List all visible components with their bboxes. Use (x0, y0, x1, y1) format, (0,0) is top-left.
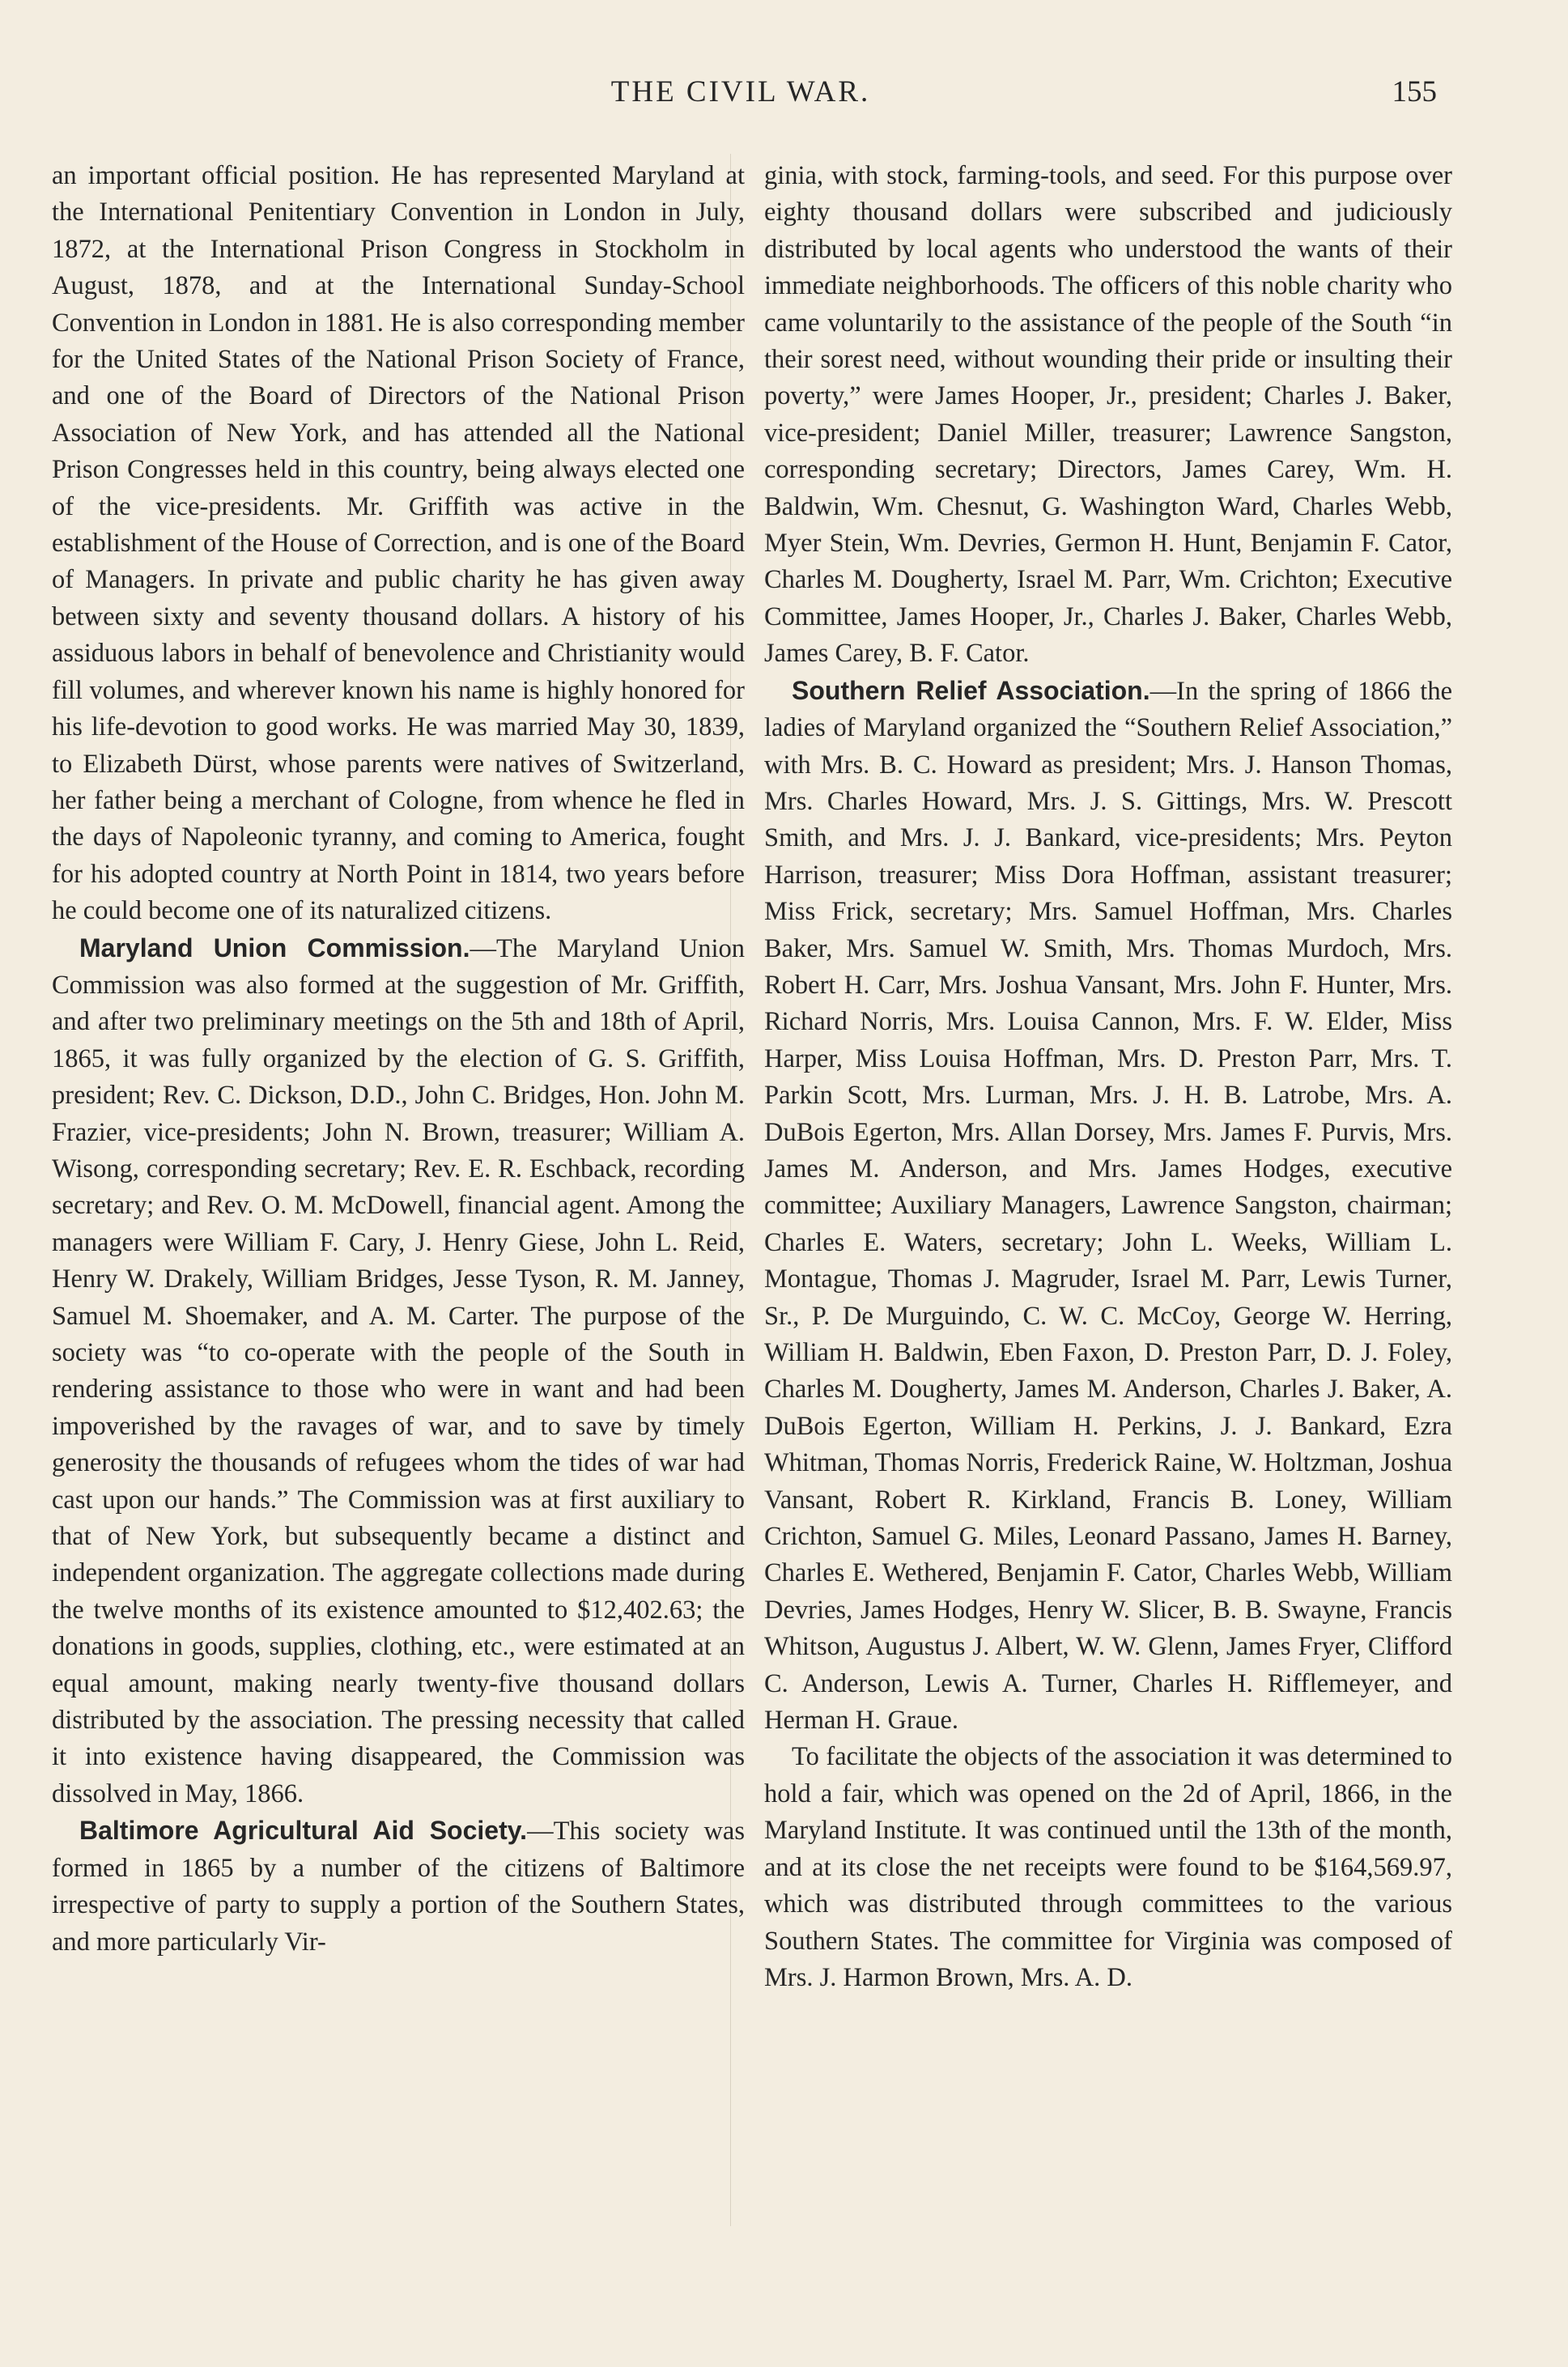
running-title: THE CIVIL WAR. (610, 75, 871, 108)
section-heading-southern-relief-association: Southern Relief Association. (792, 675, 1150, 705)
running-head (45, 74, 1437, 123)
left-column (52, 158, 745, 1961)
paragraph-text: —This society was formed in 1865 by a number of the citizens of Baltimore irrespective of party to supply a portion of the Southern States, and more particularly Vir- (52, 1817, 745, 1957)
section-heading-maryland-union-commission: Maryland Union Commission. (79, 933, 470, 963)
section-heading-baltimore-agricultural-aid: Baltimore Agricultural Aid Society. (79, 1816, 528, 1846)
right-column (764, 158, 1452, 1996)
paragraph-text: —In the spring of 1866 the ladies of Maryland organized the “Southern Relief Association,” with Mrs. B. C. Howard as president; Mrs. J. Hanson Thomas, Mrs. Charles Howard, Mrs. J. S. Gittings, Mrs. W. Prescott Smith, and Mrs. J. J. Bankard, vice-presidents; Mrs. Peyton Harrison, treasurer; Miss Dora Hoffman, assistant treasurer; Miss Frick, secretary; Mrs. Samuel Hoffman, Mrs. Charles Baker, Mrs. Samuel W. Smith, Mrs. Thomas Murdoch, Mrs. Robert H. Carr, Mrs. Joshua Vansant, Mrs. John F. Hunter, Mrs. Richard Norris, Mrs. Louisa Cannon, Mrs. F. W. Elder, Miss Harper, Miss Louisa Hoffman, Mrs. D. Preston Parr, Mrs. T. Parkin Scott, Mrs. Lurman, Mrs. J. H. B. Latrobe, Mrs. A. DuBois Egerton, Mrs. Allan Dorsey, Mrs. James F. Purvis, Mrs. James M. Anderson, and Mrs. James Hodges, executive committee; Auxiliary Managers, Lawrence Sangston, chairman; Charles E. Waters, secretary; John L. Weeks, William L. Montague, Thomas J. Magruder, Israel M. Parr, Lewis Turner, Sr., P. De Murguindo, C. W. C. McCoy, George W. Herring, William H. Baldwin, Eben Faxon, D. Preston Parr, D. J. Foley, Charles M. Dougherty, James M. Anderson, Charles J. Baker, A. DuBois Egerton, William H. Perkins, J. J. Bankard, Ezra Whitman, Thomas Norris, Frederick Raine, W. Holtzman, Joshua Vansant, Robert R. Kirkland, Francis B. Loney, William Crichton, Samuel G. Miles, Leonard Passano, James H. Barney, Charles E. Wethered, Benjamin F. Cator, Charles Webb, William Devries, James Hodges, Henry W. Slicer, B. B. Swayne, Francis Whitson, Augustus J. Albert, W. W. Glenn, James Fryer, Clifford C. Anderson, Lewis A. Turner, Charles H. Rifflemeyer, and Herman H. Graue. (764, 676, 1453, 1736)
paragraph-southern-relief-association (764, 673, 1452, 1740)
paragraph-text: —The Maryland Union Commission was also formed at the suggestion of Mr. Griffith, and after two preliminary meetings on the 5th and 18th of April, 1865, it was fully organized by the election of G. S. Griffith, president; Rev. C. Dickson, D.D., John C. Bridges, Hon. John M. Frazier, vice-presidents; John N. Brown, treasurer; William A. Wisong, corresponding secretary; Rev. E. R. Eschback, recording secretary; and Rev. O. M. McDowell, financial agent. Among the managers were William F. Cary, J. Henry Giese, John L. Reid, Henry W. Drakely, William Bridges, Jesse Tyson, R. M. Janney, Samuel M. Shoemaker, and A. M. Carter. The purpose of the society was “to co-operate with the people of the South in rendering assistance to those who were in want and had been impoverished by the ravages of war, and to save by timely generosity the thousands of refugees whom the tides of war had cast upon our hands.” The Commission was at first auxiliary to that of New York, but subsequently became a distinct and independent organization. The aggregate collections made during the twelve months of its existence amounted to $12,402.63; the donations in goods, supplies, clothing, etc., were estimated at an equal amount, making nearly twenty-five thousand dollars distributed by the association. The pressing necessity that called it into existence having disappeared, the Commission was dissolved in May, 1866. (52, 933, 745, 1808)
page-number: 155 (1392, 75, 1437, 108)
paragraph-griffith-bio: an important official position. He has represented Maryland at the International Penitentiary Convention in London in July, 1872, at the International Prison Congress in Stockholm in August, 1878, and at the International Sunday-School Convention in London in 1881. He is also corresponding member for the United States of the National Prison Society of France, and one of the Board of Directors of the National Prison Association of New York, and has attended all the National Prison Congresses held in this country, being always elected one of the vice-presidents. Mr. Griffith was active in the establishment of the House of Correction, and is one of the Board of Managers. In private and public charity he has given away between sixty and seventy thousand dollars. A history of his assiduous labors in behalf of benevolence and Christianity would fill volumes, and wherever known his name is highly honored for his life-devotion to good works. He was married May 30, 1839, to Elizabeth Dürst, whose parents were natives of Switzerland, her father being a merchant of Cologne, from whence he fled in the days of Napoleonic tyranny, and coming to America, fought for his adopted country at North Point in 1814, two years before he could become one of its naturalized citizens. (52, 161, 745, 926)
paragraph-maryland-union-commission (52, 930, 745, 1813)
paragraph-fair: To facilitate the objects of the association it was determined to hold a fair, which was opened on the 2d of April, 1866, in the Maryland Institute. It was continued until the 13th of the month, and at its close the net receipts were found to be $164,569.97, which was distributed through committees to the various Southern States. The committee for Virginia was composed of Mrs. J. Harmon Brown, Mrs. A. D. (764, 1742, 1452, 1992)
paragraph-agricultural-aid-continued: ginia, with stock, farming-tools, and seed. For this purpose over eighty thousand dollars were subscribed and judiciously distributed by local agents who understood the wants of their immediate neighborhoods. The officers of this noble charity who came voluntarily to the assistance of the people of the South “in their sorest need, without wounding their pride or insulting their poverty,” were James Hooper, Jr., president; Charles J. Baker, vice-president; Daniel Miller, treasurer; Lawrence Sangston, corresponding secretary; Directors, James Carey, Wm. H. Baldwin, Wm. Chesnut, G. Washington Ward, Charles Webb, Myer Stein, Wm. Devries, Germon H. Hunt, Benjamin F. Cator, Charles M. Dougherty, Israel M. Parr, Wm. Crichton; Executive Committee, James Hooper, Jr., Charles J. Baker, Charles Webb, James Carey, B. F. Cator. (764, 161, 1452, 669)
paragraph-baltimore-agricultural-aid (52, 1812, 745, 1961)
